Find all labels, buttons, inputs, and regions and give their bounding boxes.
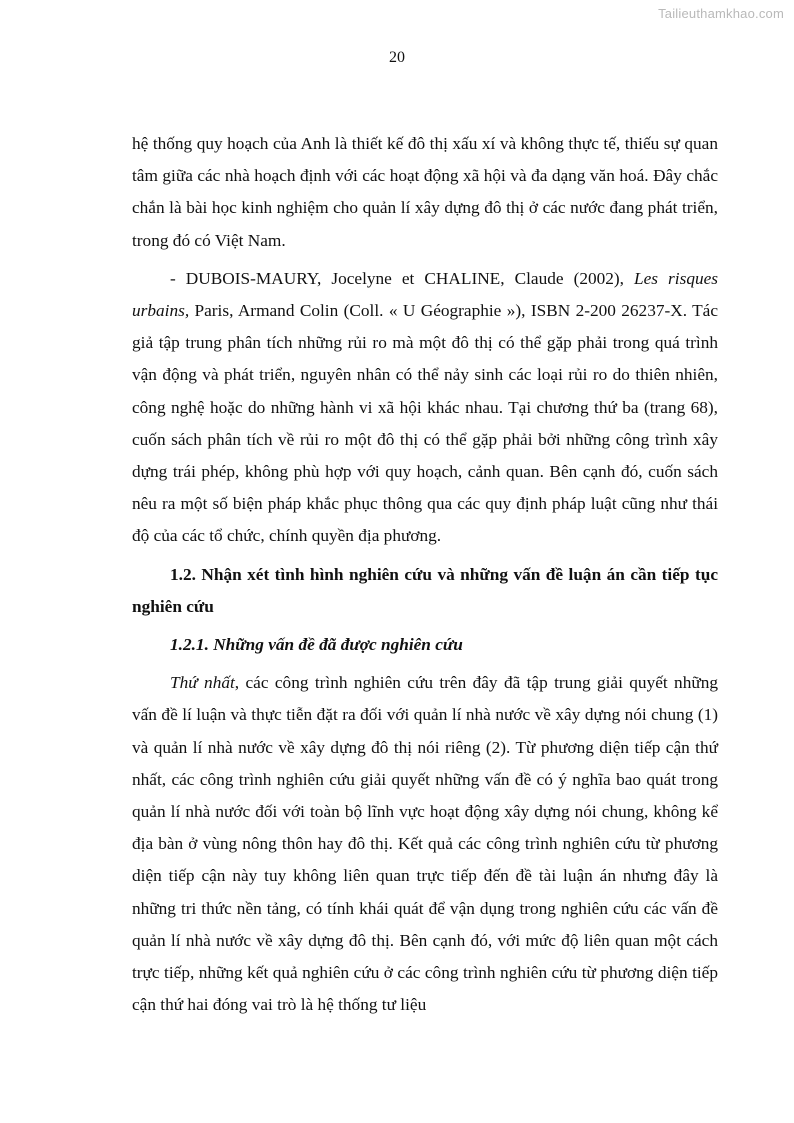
paragraph-first-point bbox=[132, 667, 718, 1021]
reference-body: Paris, Armand Colin (Coll. « U Géographie »), ISBN 2-200 26237-X. Tác giả tập trung phân tích những rủi ro mà một đô thị có thể gặp phải trong quá trình vận động và phát triển, nguyên nhân có thể nảy sinh các loại rủi ro do thiên nhiên, công nghệ hoặc do những hành vi xã hội khác nhau. Tại chương thứ ba (trang 68), cuốn sách phân tích về rủi ro một đô thị có thể gặp phải bởi những công trình xây dựng trái phép, không phù hợp với quy hoạch, cảnh quan. Bên cạnh đó, cuốn sách nêu ra một số biện pháp khắc phục thông qua các quy định pháp luật cũng như thái độ của các tổ chức, chính quyền địa phương. bbox=[132, 301, 718, 546]
watermark: Tailieuthamkhao.com bbox=[658, 6, 784, 21]
first-point-lead: Thứ nhất bbox=[170, 673, 235, 693]
paragraph-reference bbox=[132, 263, 718, 553]
section-heading-1-2: 1.2. Nhận xét tình hình nghiên cứu và những vấn đề luận án cần tiếp tục nghiên cứu bbox=[132, 564, 718, 616]
paragraph-continuation: hệ thống quy hoạch của Anh là thiết kế đô thị xấu xí và không thực tế, thiếu sự quan tâm giữa các nhà hoạch định với các hoạt động xã hội và đa dạng văn hoá. Đây chắc chắn là bài học kinh nghiệm cho quản lí xây dựng đô thị ở các nước đang phát triển, trong đó có Việt Nam. bbox=[132, 134, 718, 250]
page-number: 20 bbox=[389, 49, 405, 66]
document-body bbox=[132, 128, 718, 1021]
subsection-heading-1-2-1: 1.2.1. Những vấn đề đã được nghiên cứu bbox=[170, 635, 463, 655]
reference-lead: - DUBOIS-MAURY, Jocelyne et CHALINE, Claude (2002), bbox=[170, 268, 635, 288]
first-point-body: , các công trình nghiên cứu trên đây đã tập trung giải quyết những vấn đề lí luận và thực tiễn đặt ra đối với quản lí nhà nước về xây dựng nói chung (1) và quản lí nhà nước về xây dựng đô thị nói riêng (2). Từ phương diện tiếp cận thứ nhất, các công trình nghiên cứu giải quyết những vấn đề có ý nghĩa bao quát trong quản lí nhà nước đối với toàn bộ lĩnh vực hoạt động xây dựng nói chung, không kể địa bàn ở vùng nông thôn hay đô thị. Kết quả các công trình nghiên cứu từ phương diện tiếp cận này tuy không liên quan trực tiếp đến đề tài luận án nhưng đây là những tri thức nền tảng, có tính khái quát để vận dụng trong nghiên cứu các vấn đề quản lí nhà nước về xây dựng đô thị. Bên cạnh đó, với mức độ liên quan một cách trực tiếp, những kết quả nghiên cứu ở các công trình nghiên cứu từ phương diện tiếp cận thứ hai đóng vai trò là hệ thống tư liệu bbox=[132, 673, 718, 1015]
reference-title: Les risques urbains, bbox=[132, 268, 718, 321]
